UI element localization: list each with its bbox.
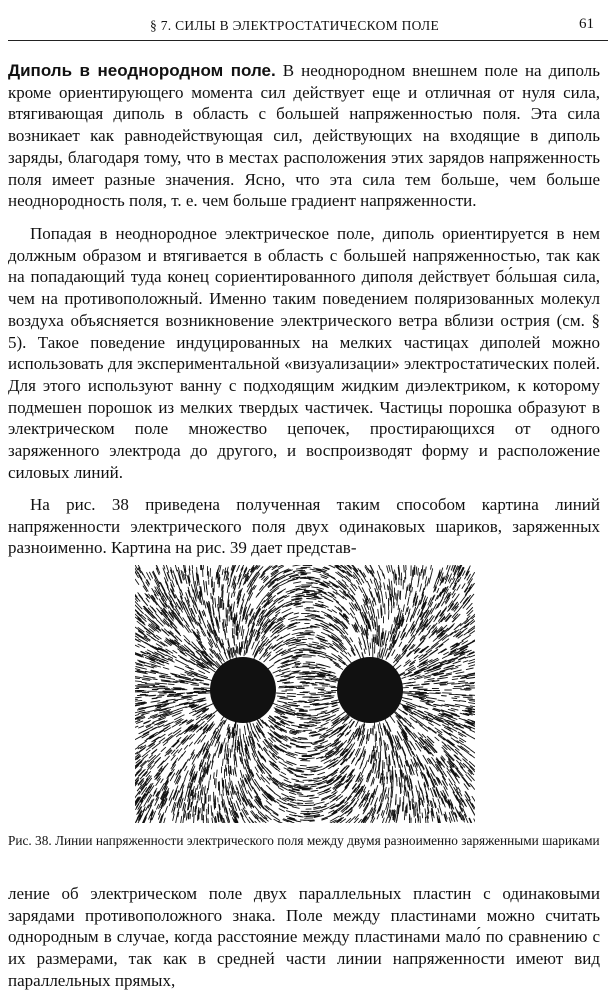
- figure-caption: Рис. 38. Линии напряженности электрического поля между двумя разноименно заряженными шариками: [8, 833, 600, 848]
- page-header: [0, 0, 616, 44]
- paragraph-lead-heading: Диполь в неоднородном поле.: [8, 61, 276, 80]
- paragraph-body: В неоднородном внешнем поле на диполь кроме ориентирующего момента сил действует еще и отличная от нуля сила, втягивающая диполь в область с большей напряженностью поля. Эта сила возникает как равнодействующая сил, действующих на входящие в диполь заряды, благодаря тому, что в местах расположения этих зарядов напряженность поля имеет разные значения. Ясно, что эта сила тем больше, чем больше неоднородность поля, т. е. чем больше градиент напряженности.: [8, 61, 601, 211]
- running-title: § 7. СИЛЫ В ЭЛЕКТРОСТАТИЧЕСКОМ ПОЛЕ: [150, 18, 440, 33]
- figure-field-lines-image: [135, 565, 475, 823]
- field-lines-illustration: [135, 565, 475, 823]
- charged-sphere-left: [210, 657, 276, 723]
- paragraph-figure-reference: На рис. 38 приведена полученная таким способом картина линий напряженности электрического поля двух одинаковых шариков, заряженных разноименно. Картина на рис. 39 дает представ-: [8, 495, 600, 558]
- page-number: 61: [579, 16, 594, 32]
- charged-sphere-right: [337, 657, 403, 723]
- paragraph-visualization: Попадая в неоднородное электрическое поле, диполь ориентируется в нем должным образом и втягивается в область с большей напряженностью, так как на попадающий туда конец сориентированного диполя действует бо́льшая сила, чем на противоположный. Именно таким поведением поляризованных молекул воздуха объясняется возникновение электрического ветра вблизи острия (см. § 5). Такое поведение индуцированных на мелких частицах диполей можно использовать для экспериментальной «визуализации» электростатических полей. Для этого используют ванну с подходящим жидким диэлектриком, к которому подмешен порошок из мелких твердых частичек. Частицы порошка образуют в электрическом поле множество цепочек, простирающихся от одного заряженного электрода до другого, и воспроизводят форму и расположение силовых линий.: [8, 224, 600, 482]
- header-rule: [8, 40, 608, 41]
- field-filings: [135, 565, 475, 823]
- paragraph-parallel-plates: ление об электрическом поле двух параллельных пластин с одинаковыми зарядами противоположного знака. Поле между пластинами можно считать однородным в случае, когда расстояние между пластинами мало́ по сравнению с их размерами, так как в средней части линии напряженности имеют вид параллельных прямых,: [8, 884, 600, 990]
- paragraph-dipole-nonuniform: [8, 60, 600, 212]
